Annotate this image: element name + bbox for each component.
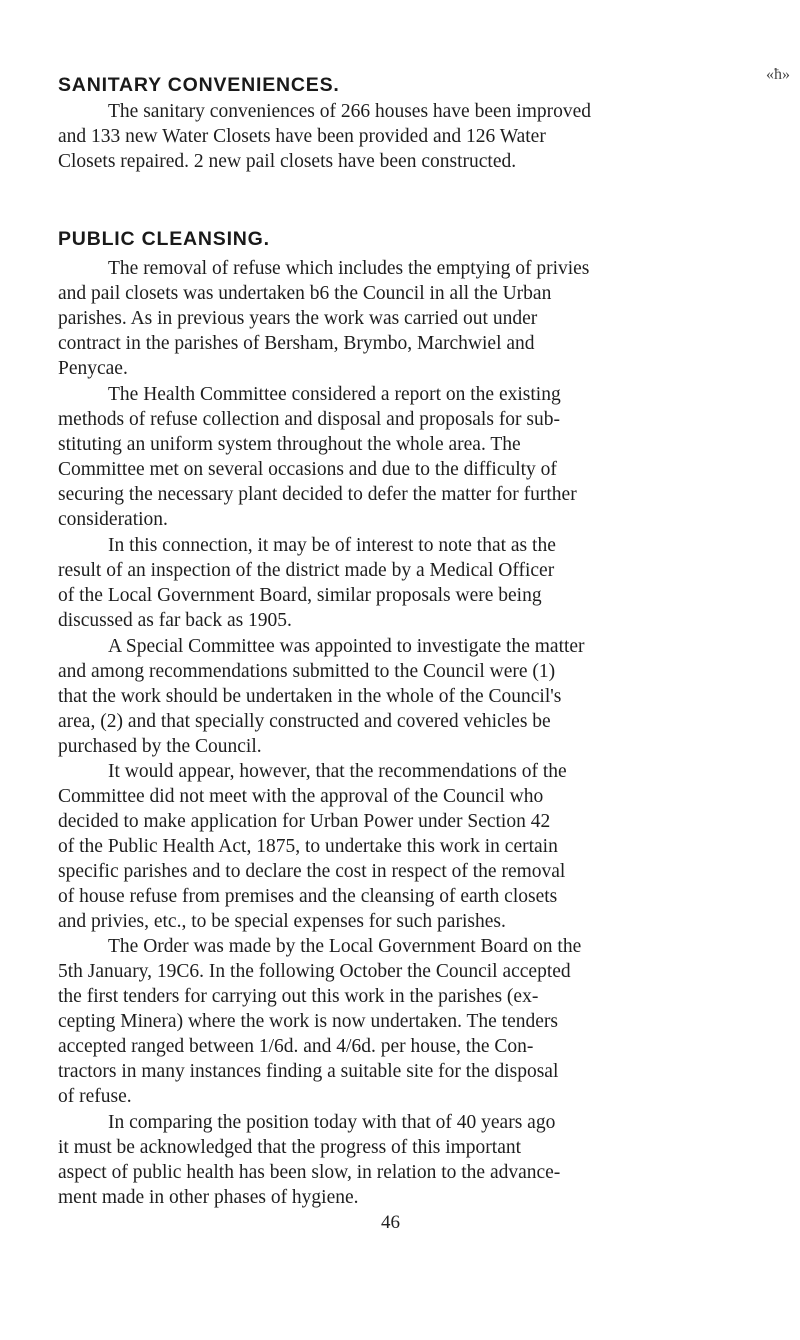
corner-mark: «ħ» <box>766 66 790 83</box>
text-line: In comparing the position today with that of 40 years ago <box>108 1112 556 1133</box>
page-number: 46 <box>381 1212 400 1233</box>
text-line: and privies, etc., to be special expenses for such parishes. <box>58 911 506 932</box>
text-line: Closets repaired. 2 new pail closets have been constructed. <box>58 151 517 172</box>
text-line: securing the necessary plant decided to defer the matter for further <box>58 484 577 505</box>
text-line: of house refuse from premises and the cleansing of earth closets <box>58 886 558 907</box>
text-line: it must be acknowledged that the progress of this important <box>58 1137 522 1158</box>
text-line: and pail closets was undertaken b6 the Council in all the Urban <box>58 283 552 304</box>
text-line: Committee did not meet with the approval of the Council who <box>58 786 544 807</box>
text-line: discussed as far back as 1905. <box>58 610 292 631</box>
paragraph-sanitary-1 <box>58 99 786 174</box>
text-line: and 133 new Water Closets have been provided and 126 Water <box>58 126 546 147</box>
text-line: decided to make application for Urban Power under Section 42 <box>58 811 551 832</box>
text-line: parishes. As in previous years the work was carried out under <box>58 308 538 329</box>
paragraph-cleansing-6 <box>58 934 786 1109</box>
text-line: ment made in other phases of hygiene. <box>58 1187 359 1208</box>
text-line: the first tenders for carrying out this work in the parishes (ex- <box>58 986 539 1007</box>
paragraph-cleansing-4 <box>58 634 786 759</box>
paragraph-cleansing-7 <box>58 1110 786 1210</box>
text-line: It would appear, however, that the recommendations of the <box>108 761 567 782</box>
text-line: aspect of public health has been slow, in relation to the advance- <box>58 1162 561 1183</box>
text-line: tractors in many instances finding a suitable site for the disposal <box>58 1061 559 1082</box>
text-line: The removal of refuse which includes the emptying of privies <box>108 258 590 279</box>
text-line: of the Local Government Board, similar proposals were being <box>58 585 542 606</box>
text-line: specific parishes and to declare the cost in respect of the removal <box>58 861 566 882</box>
text-line: area, (2) and that specially constructed and covered vehicles be <box>58 711 551 732</box>
text-line: contract in the parishes of Bersham, Brymbo, Marchwiel and <box>58 333 535 354</box>
text-line: consideration. <box>58 509 168 530</box>
text-line: of the Public Health Act, 1875, to undertake this work in certain <box>58 836 558 857</box>
text-line: of refuse. <box>58 1086 132 1107</box>
text-line: The Order was made by the Local Government Board on the <box>108 936 582 957</box>
section-heading-public-cleansing: PUBLIC CLEANSING. <box>58 228 270 250</box>
text-line: and among recommendations submitted to the Council were (1) <box>58 661 556 682</box>
paragraph-cleansing-3 <box>58 533 786 633</box>
paragraph-cleansing-1 <box>58 256 786 381</box>
text-line: 5th January, 19C6. In the following October the Council accepted <box>58 961 571 982</box>
text-line: A Special Committee was appointed to investigate the matter <box>108 636 585 657</box>
text-line: The Health Committee considered a report on the existing <box>108 384 561 405</box>
text-line: result of an inspection of the district made by a Medical Officer <box>58 560 555 581</box>
text-line: stituting an uniform system throughout the whole area. The <box>58 434 521 455</box>
section-heading-sanitary-conveniences: SANITARY CONVENIENCES. <box>58 74 340 96</box>
paragraph-cleansing-2 <box>58 382 786 532</box>
text-line: In this connection, it may be of interest to note that as the <box>108 535 556 556</box>
text-line: cepting Minera) where the work is now undertaken. The tenders <box>58 1011 558 1032</box>
text-line: that the work should be undertaken in the whole of the Council's <box>58 686 562 707</box>
text-line: purchased by the Council. <box>58 736 262 757</box>
paragraph-cleansing-5 <box>58 759 786 934</box>
text-line: The sanitary conveniences of 266 houses have been improved <box>108 101 592 122</box>
text-line: Penycae. <box>58 358 128 379</box>
text-line: accepted ranged between 1/6d. and 4/6d. per house, the Con- <box>58 1036 534 1057</box>
text-line: Committee met on several occasions and due to the difficulty of <box>58 459 557 480</box>
text-line: methods of refuse collection and disposal and proposals for sub- <box>58 409 561 430</box>
